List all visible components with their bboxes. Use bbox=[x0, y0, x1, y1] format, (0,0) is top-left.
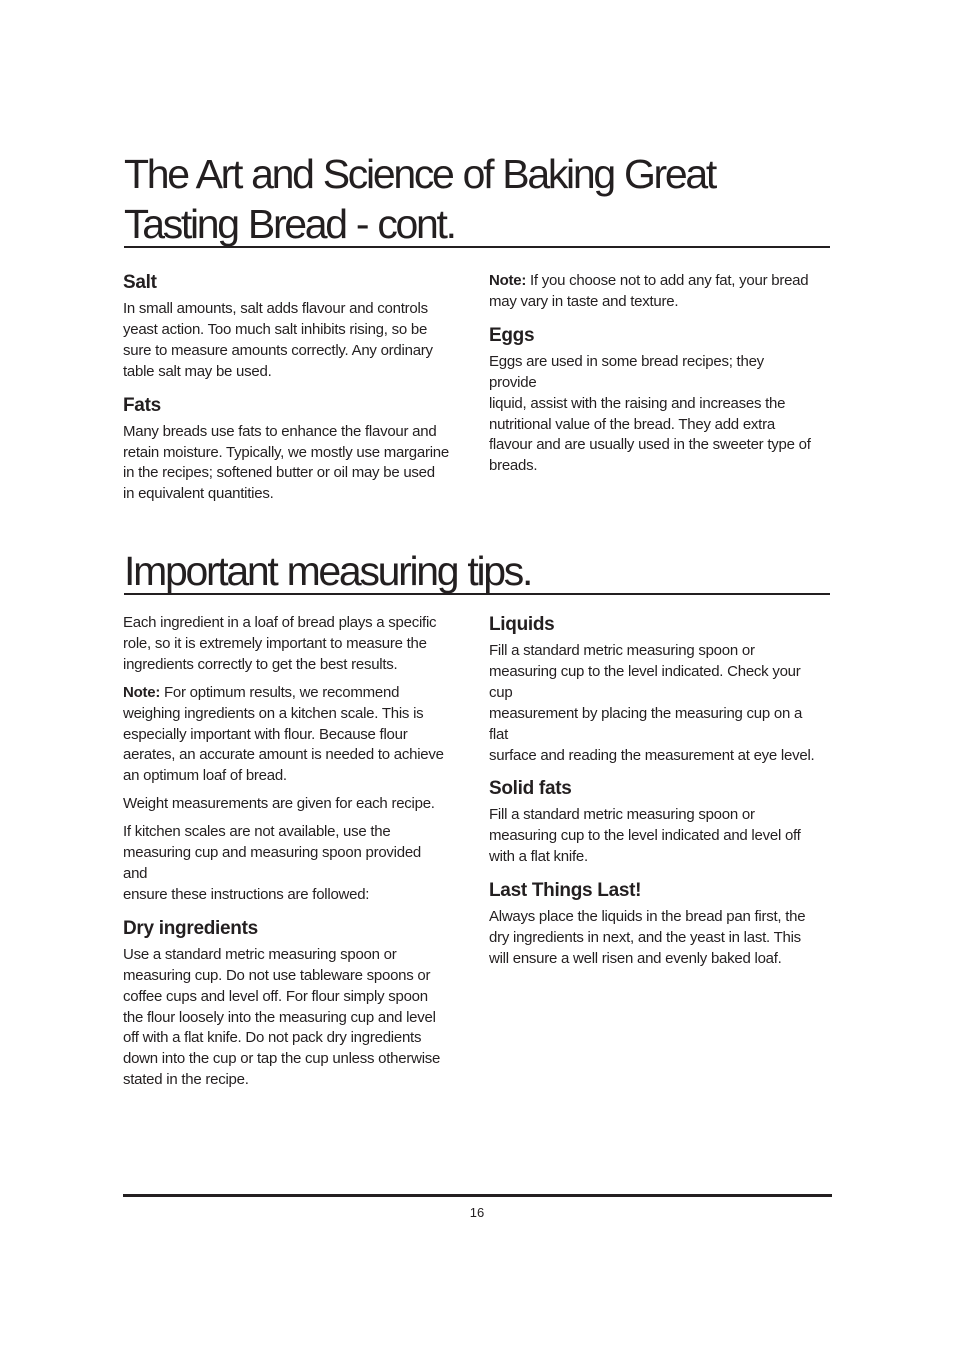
heading-liquids: Liquids bbox=[489, 614, 555, 635]
section2-right-column bbox=[489, 612, 815, 977]
paragraph-weight: Weight measurements are given for each recipe. bbox=[123, 795, 435, 813]
heading-solid-fats: Solid fats bbox=[489, 778, 572, 800]
paragraph-solid-fats: Fill a standard metric measuring spoon or measuring cup to the level indicated and level off with a flat knife. bbox=[489, 806, 801, 866]
paragraph-salt: In small amounts, salt adds flavour and controls yeast action. Too much salt inhibits rising, so be sure to measure amounts correctly. Any ordinary table salt may be used. bbox=[123, 300, 433, 380]
section2-left-column bbox=[123, 613, 449, 1098]
section-title-art-science bbox=[124, 149, 830, 248]
heading-fats: Fats bbox=[123, 394, 161, 416]
paragraph-intro: Each ingredient in a loaf of bread plays a specific role, so it is extremely important to measure the ingredients correctly to get the best results. bbox=[123, 614, 437, 673]
heading-dry-ingredients: Dry ingredients bbox=[123, 917, 258, 939]
paragraph-dry-ingredients: Use a standard metric measuring spoon or measuring cup. Do not use tableware spoons or coffee cups and level off. For flour simply spoon the flour loosely into the measuring cup and level off with a flat knife. Do not pack dry ingredients down into the cup or tap the cup unless otherwise stated in the recipe. bbox=[123, 945, 441, 1089]
note-label: Note: bbox=[489, 272, 527, 289]
heading-salt: Salt bbox=[123, 272, 157, 293]
title-line-1: The Art and Science of Baking Great bbox=[124, 151, 715, 197]
section-title-measuring-tips: Important measuring tips. bbox=[124, 546, 830, 595]
note-label: Note: bbox=[123, 683, 161, 701]
heading-last-things-last: Last Things Last! bbox=[489, 880, 642, 902]
paragraph-fats: Many breads use fats to enhance the flavour and retain moisture. Typically, we mostly use margarine in the recipes; softened butter or oil may be used in equivalent quantities. bbox=[123, 422, 449, 503]
heading-eggs: Eggs bbox=[489, 324, 535, 346]
section1-right-column bbox=[489, 271, 815, 484]
paragraph-scales: If kitchen scales are not available, use the measuring cup and measuring spoon provided and ensure these instructions are followed: bbox=[123, 823, 422, 903]
paragraph-eggs: Eggs are used in some bread recipes; they provide liquid, assist with the raising and increases the nutritional value of the bread. They add extra flavour and are usually used in the sweeter type of breads. bbox=[489, 352, 811, 475]
paragraph-liquids: Fill a standard metric measuring spoon or measuring cup to the level indicated. Check your cup measurement by placing the measuring cup on a flat surface and reading the measurement at eye level. bbox=[489, 642, 815, 764]
paragraph-fat-note: Note: If you choose not to add any fat, your bread may vary in taste and texture. bbox=[489, 272, 809, 310]
title-line-2: Tasting Bread - cont. bbox=[124, 201, 455, 247]
paragraph-scale-note: Note: For optimum results, we recommend weighing ingredients on a kitchen scale. This is especially important with flour. Because flour aerates, an accurate amount is needed to achieve an optimum loaf of bread. bbox=[123, 683, 444, 785]
section1-left-column bbox=[123, 270, 449, 512]
paragraph-last-things-last: Always place the liquids in the bread pan first, the dry ingredients in next, and the yeast in last. This will ensure a well risen and evenly baked loaf. bbox=[489, 908, 806, 967]
footer-rule bbox=[123, 1194, 832, 1197]
page-number: 16 bbox=[469, 1205, 485, 1220]
